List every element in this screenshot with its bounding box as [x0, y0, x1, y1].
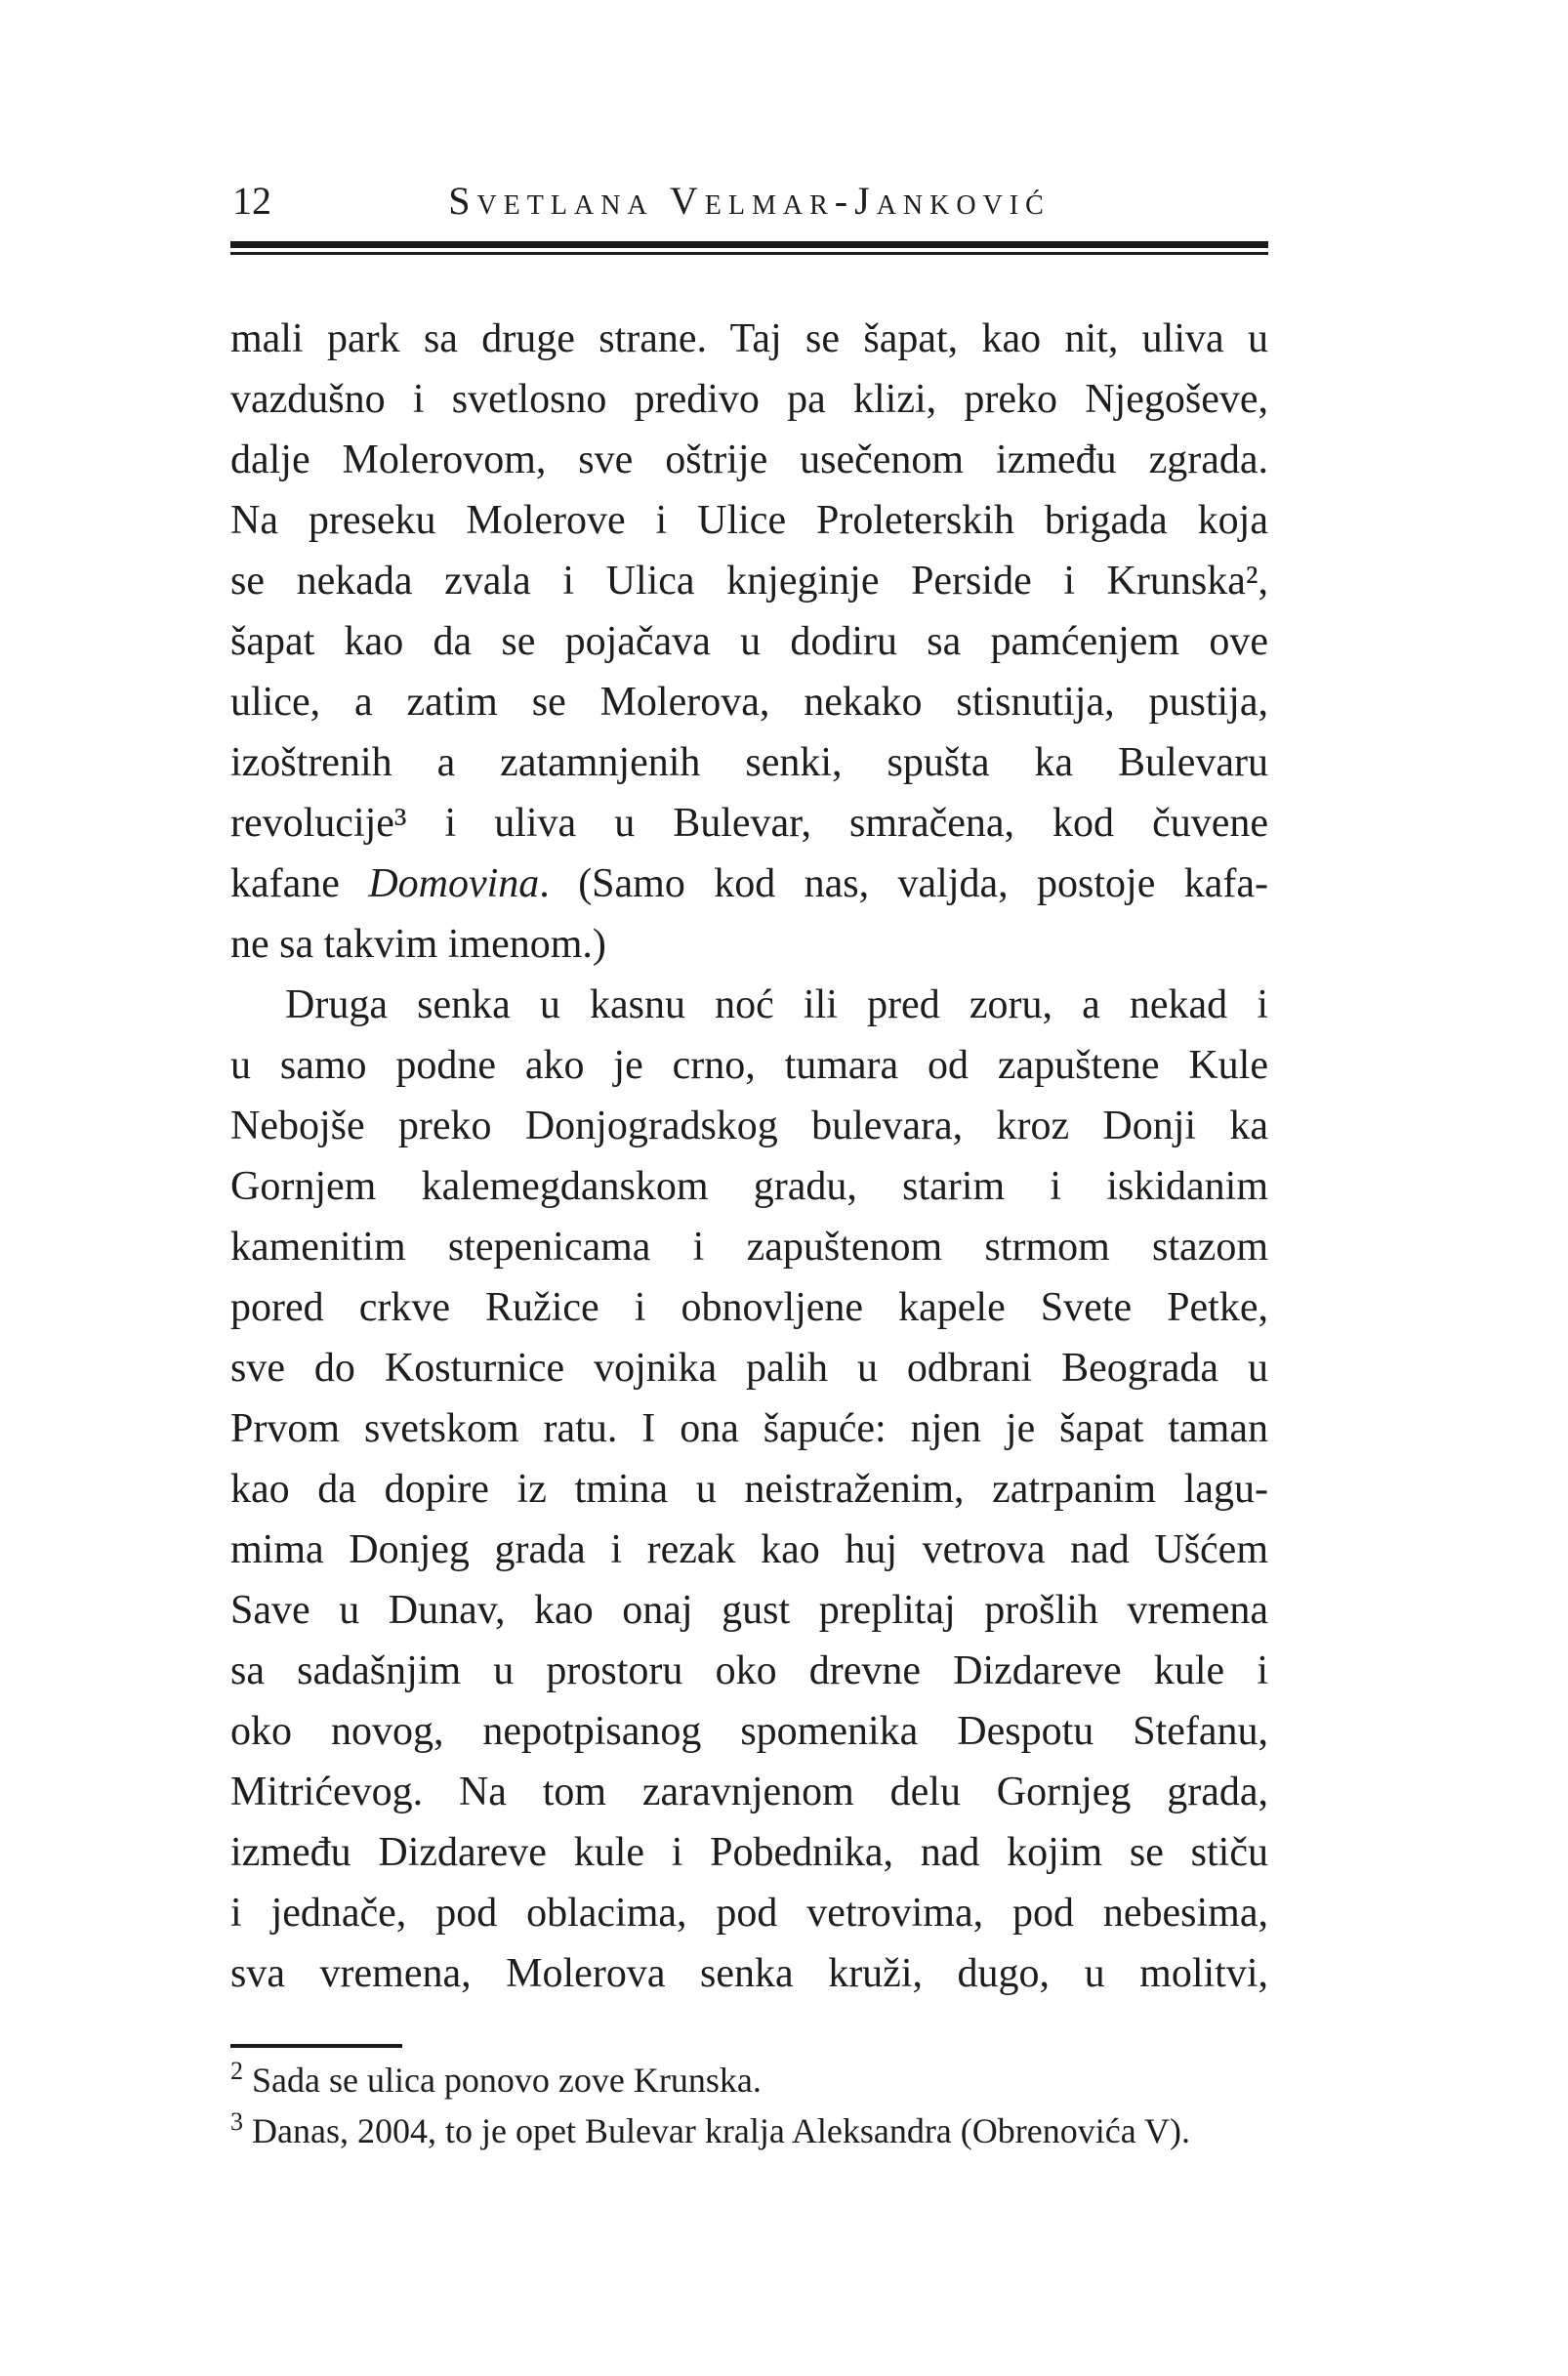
text-segment: Gornjem kalemegdanskom gradu, starim i iskidanim [230, 1164, 1268, 1209]
body-line [230, 551, 1268, 611]
text-segment: mima Donjeg grada i rezak kao huj vetrova nad Ušćem [230, 1527, 1268, 1572]
footnote-text: Danas, 2004, to je opet Bulevar kralja Aleksandra (Obrenovića V). [243, 2111, 1191, 2150]
text-segment: sa sadašnjim u prostoru oko drevne Dizdareve kule i [230, 1648, 1268, 1693]
running-header [230, 179, 1268, 226]
footnote [230, 2057, 1268, 2107]
text-segment: i jednače, pod oblacima, pod vetrovima, pod nebesima, [230, 1891, 1268, 1936]
body-line [230, 1580, 1268, 1641]
text-segment: revolucije³ i uliva u Bulevar, smračena, kod čuvene [230, 801, 1268, 846]
text-segment: između Dizdareve kule i Pobednika, nad kojim se stiču [230, 1830, 1268, 1875]
body-line [230, 1641, 1268, 1701]
body-line [230, 1520, 1268, 1580]
text-segment: . (Samo kod nas, valjda, postoje kafa- [539, 861, 1268, 906]
text-segment: kamenitim stepenicama i zapuštenom strmom stazom [230, 1225, 1268, 1270]
body-line [230, 854, 1268, 914]
body-line [230, 1096, 1268, 1156]
body-line [230, 309, 1268, 369]
body-line [230, 1217, 1268, 1277]
text-segment: Druga senka u kasnu noć ili pred zoru, a nekad i [285, 982, 1268, 1027]
body-line [230, 1035, 1268, 1096]
body-line [230, 793, 1268, 854]
body-line [230, 1822, 1268, 1883]
text-segment: oko novog, nepotpisanog spomenika Despotu Stefanu, [230, 1709, 1268, 1754]
text-segment: u samo podne ako je crno, tumara od zapuštene Kule [230, 1043, 1268, 1088]
body-line [230, 430, 1268, 490]
header-rule-thin [230, 252, 1268, 255]
footnote-separator-rule [230, 2044, 402, 2048]
text-segment: pored crkve Ružice i obnovljene kapele Svete Petke, [230, 1285, 1268, 1330]
italic-text: Domovina [368, 861, 540, 906]
text-segment: sve do Kosturnice vojnika palih u odbrani Beograda u [230, 1346, 1268, 1391]
text-segment: Nebojše preko Donjogradskog bulevara, kroz Donji ka [230, 1104, 1268, 1148]
body-line [230, 1459, 1268, 1520]
body-line [230, 1156, 1268, 1217]
text-segment: Prvom svetskom ratu. I ona šapuće: njen je šapat taman [230, 1406, 1268, 1451]
header-rule-thick [230, 241, 1268, 248]
footnote-marker: 3 [230, 2107, 243, 2136]
footnote [230, 2107, 1268, 2158]
body-line [230, 1883, 1268, 1943]
body-line [230, 1277, 1268, 1338]
body-text [230, 309, 1268, 2004]
body-line [230, 490, 1268, 551]
text-segment: dalje Molerovom, sve oštrije usečenom između zgrada. [230, 438, 1268, 482]
text-segment: se nekada zvala i Ulica knjeginje Perside i Krunska², [230, 559, 1268, 604]
body-line [230, 1943, 1268, 2004]
text-segment: ne sa takvim imenom.) [230, 922, 606, 967]
text-segment: Mitrićevog. Na tom zaravnjenom delu Gornjeg grada, [230, 1770, 1268, 1814]
body-line [230, 672, 1268, 732]
text-segment: sva vremena, Molerova senka kruži, dugo, u molitvi, [230, 1951, 1268, 1996]
running-head-title: Svetlana Velmar-Janković [448, 179, 1051, 223]
body-line [230, 975, 1268, 1035]
text-segment: kafane [230, 861, 369, 906]
body-line [230, 914, 1268, 975]
text-segment: Save u Dunav, kao onaj gust preplitaj prošlih vremena [230, 1588, 1268, 1633]
page-number: 12 [232, 179, 271, 223]
body-line [230, 611, 1268, 672]
footnote-text: Sada se ulica ponovo zove Krunska. [243, 2061, 762, 2100]
footnote-marker: 2 [230, 2057, 243, 2085]
body-line [230, 1762, 1268, 1822]
text-segment: kao da dopire iz tmina u neistraženim, zatrpanim lagu- [230, 1467, 1268, 1512]
body-line [230, 1398, 1268, 1459]
body-line [230, 732, 1268, 793]
text-segment: izoštrenih a zatamnjenih senki, spušta ka Bulevaru [230, 740, 1268, 785]
text-segment: šapat kao da se pojačava u dodiru sa pamćenjem ove [230, 619, 1268, 664]
text-segment: Na preseku Molerove i Ulice Proleterskih brigada koja [230, 498, 1268, 543]
text-segment: mali park sa druge strane. Taj se šapat, kao nit, uliva u [230, 316, 1268, 361]
body-line [230, 369, 1268, 430]
footnotes [230, 2057, 1268, 2158]
text-segment: vazdušno i svetlosno predivo pa klizi, preko Njegoševe, [230, 377, 1268, 422]
body-line [230, 1701, 1268, 1762]
body-line [230, 1338, 1268, 1398]
text-segment: ulice, a zatim se Molerova, nekako stisnutija, pustija, [230, 680, 1268, 725]
